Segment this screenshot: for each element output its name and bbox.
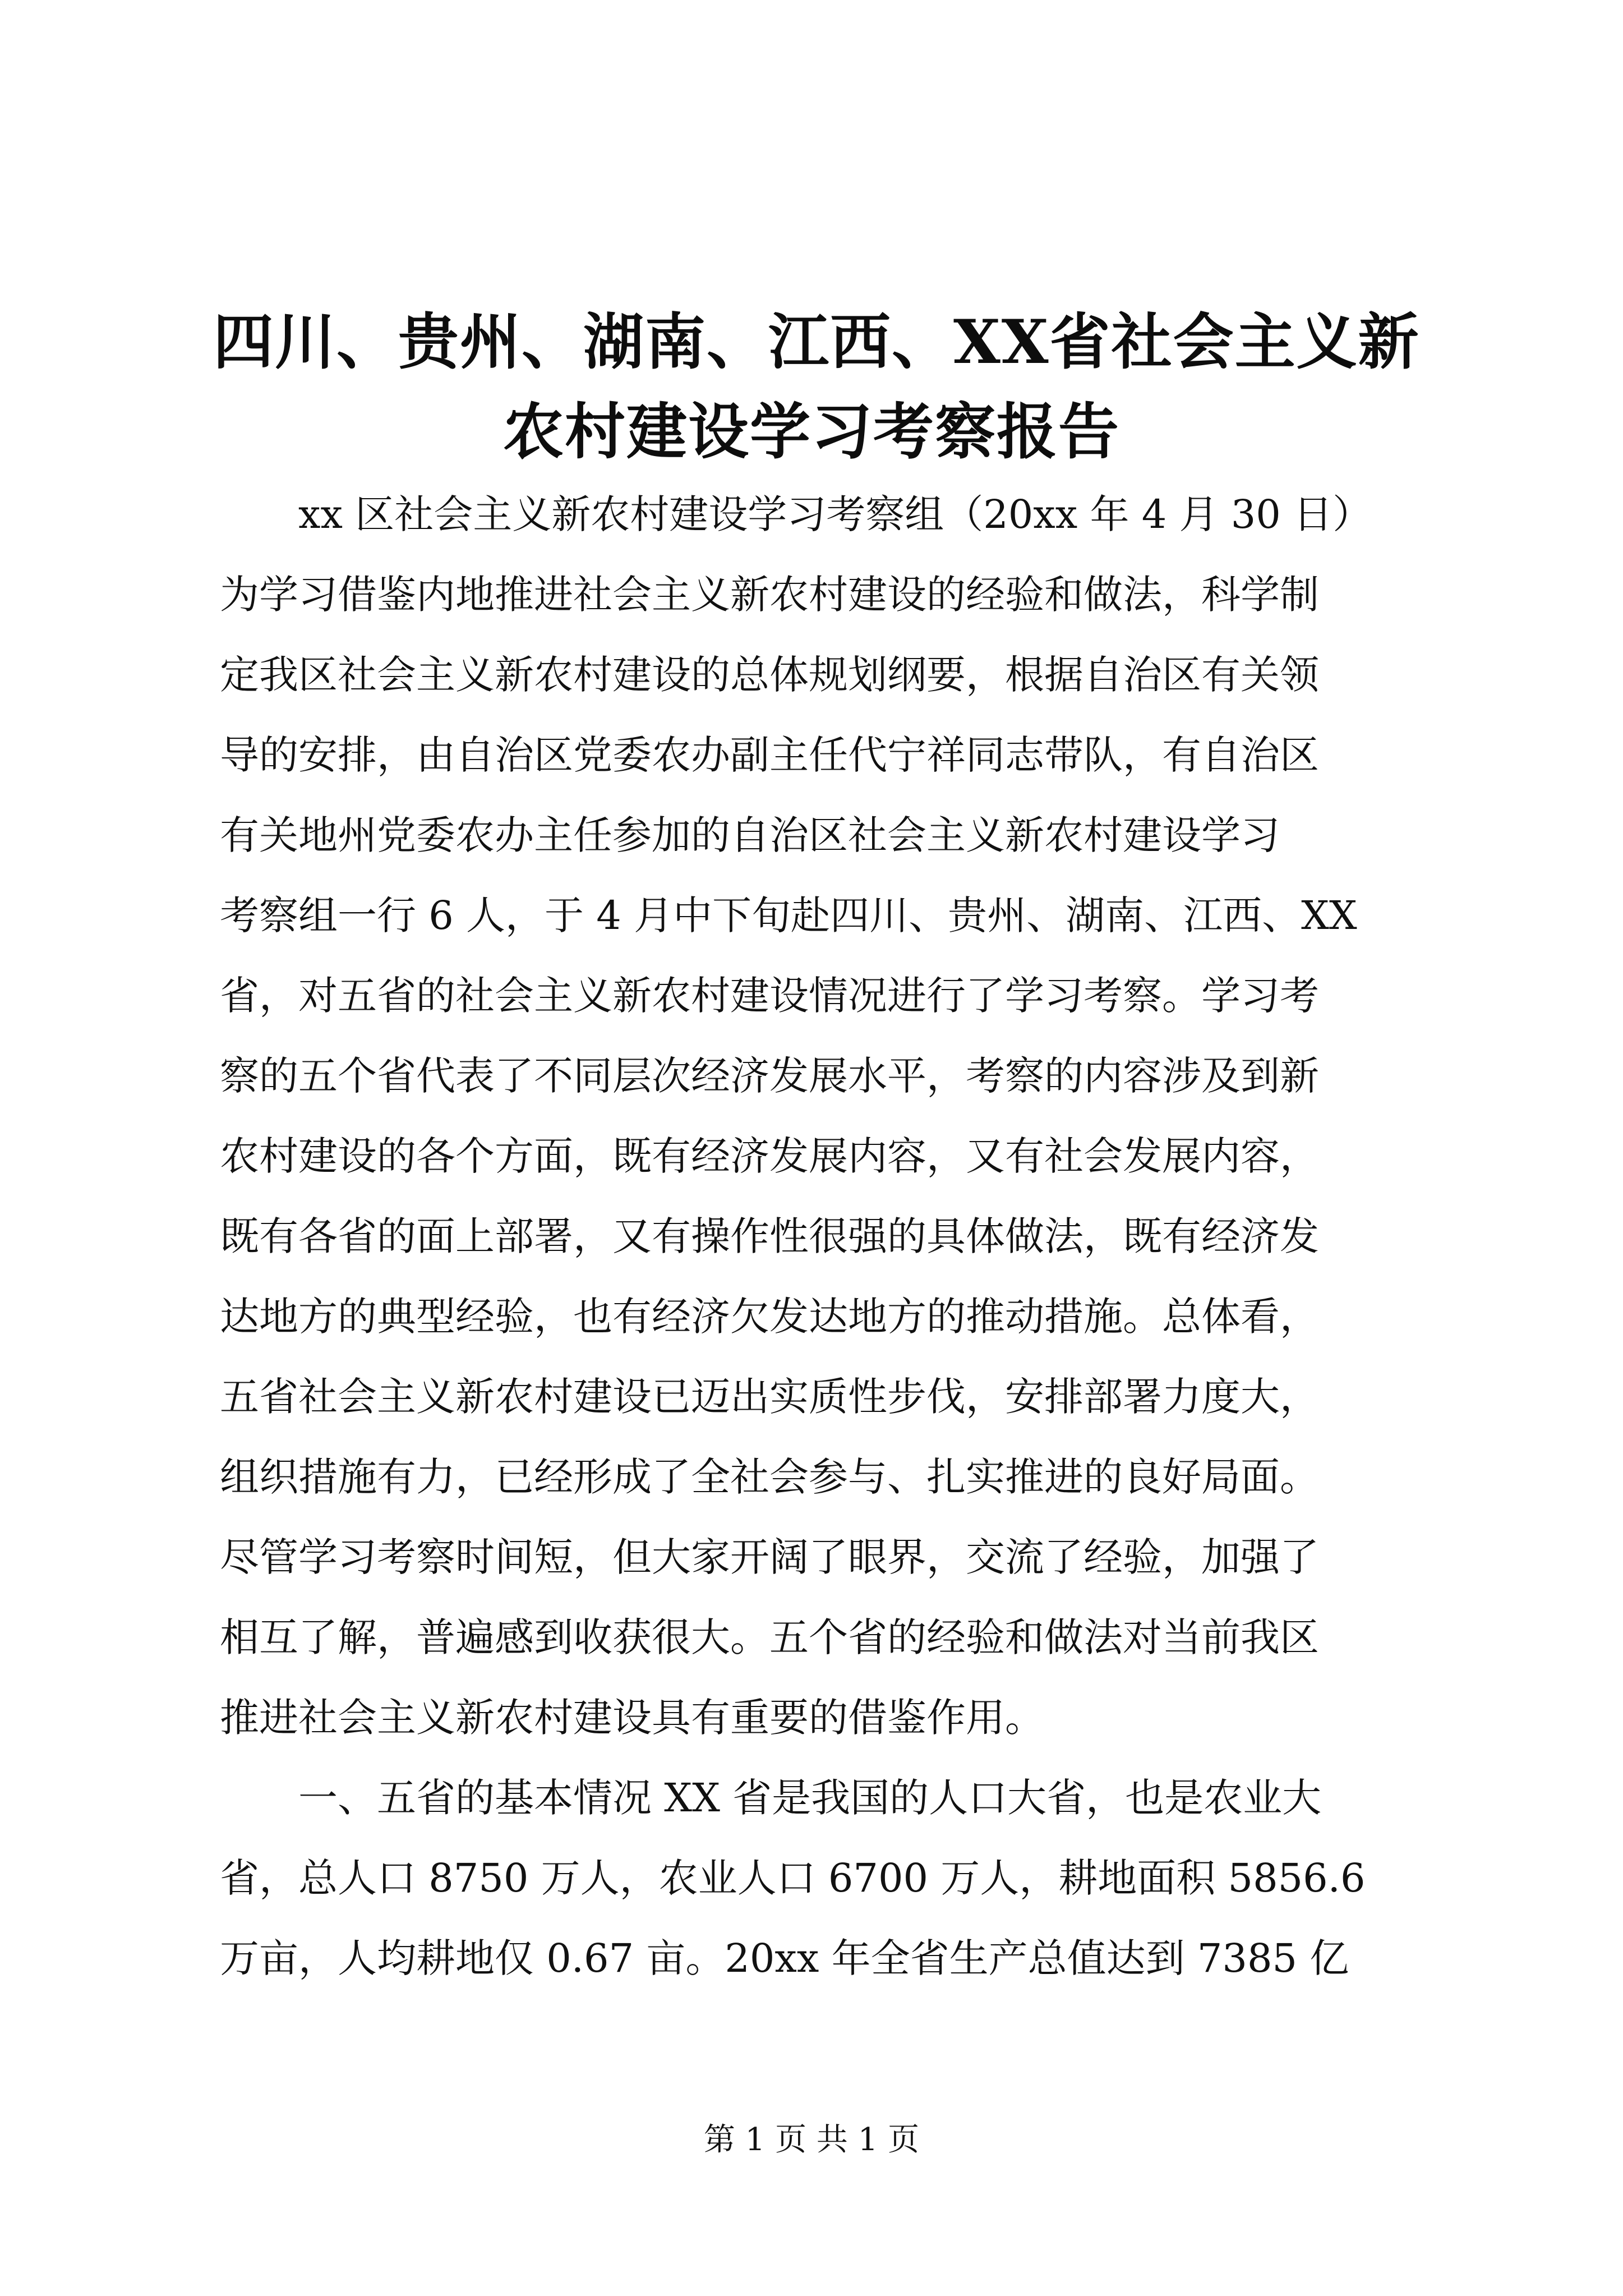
document-body	[220, 475, 1409, 1999]
title-line-1: 四川、贵州、湖南、江西、XX省社会主义新	[213, 307, 1420, 378]
text-line: 尽管学习考察时间短，但大家开阔了眼界，交流了经验，加强了	[220, 1534, 1319, 1580]
text-line: 一、五省的基本情况 XX 省是我国的人口大省，也是农业大	[298, 1775, 1322, 1821]
text-line: 既有各省的面上部署，又有操作性很强的具体做法，既有经济发	[220, 1213, 1319, 1259]
text-line: 省，总人口 8750 万人，农业人口 6700 万人，耕地面积 5856.6	[220, 1855, 1366, 1901]
text-line: 相互了解，普遍感到收获很大。五个省的经验和做法对当前我区	[220, 1614, 1319, 1660]
title-line-2: 农村建设学习考察报告	[502, 397, 1120, 467]
page-footer: 第 1 页 共 1 页	[703, 2122, 920, 2158]
text-line: 导的安排，由自治区党委农办副主任代宁祥同志带队，有自治区	[220, 732, 1319, 778]
text-line: 察的五个省代表了不同层次经济发展水平，考察的内容涉及到新	[220, 1053, 1319, 1099]
text-line: 省，对五省的社会主义新农村建设情况进行了学习考察。学习考	[220, 973, 1319, 1019]
text-line: 组织措施有力，已经形成了全社会参与、扎实推进的良好局面。	[220, 1454, 1319, 1500]
paragraph-section-1	[220, 1758, 1409, 1999]
text-line: 农村建设的各个方面，既有经济发展内容，又有社会发展内容，	[220, 1133, 1319, 1179]
text-line: 为学习借鉴内地推进社会主义新农村建设的经验和做法，科学制	[220, 572, 1319, 618]
text-line: 达地方的典型经验，也有经济欠发达地方的推动措施。总体看，	[220, 1294, 1319, 1340]
text-line: xx 区社会主义新农村建设学习考察组（20xx 年 4 月 30 日）	[298, 491, 1372, 537]
text-line: 定我区社会主义新农村建设的总体规划纲要，根据自治区有关领	[220, 652, 1319, 698]
text-line: 推进社会主义新农村建设具有重要的借鉴作用。	[220, 1695, 1044, 1741]
paragraph-intro	[220, 475, 1409, 1758]
text-line: 五省社会主义新农村建设已迈出实质性步伐，安排部署力度大，	[220, 1374, 1319, 1420]
text-line: 万亩，人均耕地仅 0.67 亩。20xx 年全省生产总值达到 7385 亿	[220, 1935, 1349, 1981]
document-title	[213, 297, 1420, 477]
text-line: 有关地州党委农办主任参加的自治区社会主义新农村建设学习	[220, 812, 1280, 858]
text-line: 考察组一行 6 人，于 4 月中下旬赴四川、贵州、湖南、江西、XX	[220, 892, 1357, 938]
